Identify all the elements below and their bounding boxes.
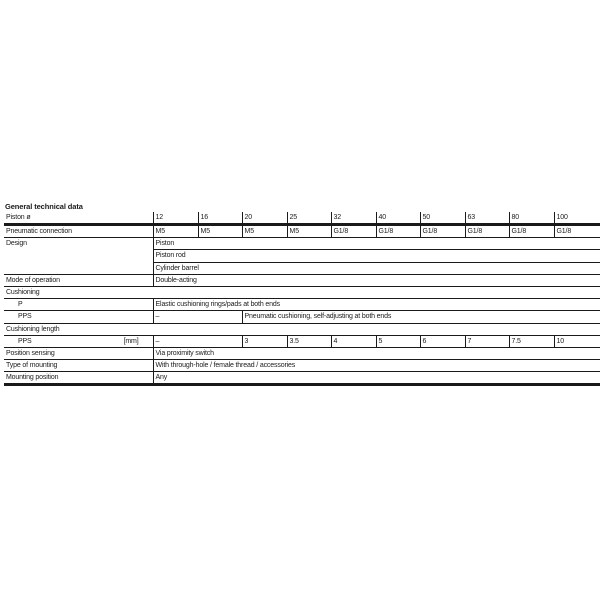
table-row-pneumatic-connection [4, 225, 600, 238]
size-25: 25 [287, 212, 331, 225]
table-cell: Cylinder barrel [153, 262, 600, 274]
table-row-mode-of-operation [4, 274, 600, 286]
table-cell: G1/8 [331, 225, 376, 238]
size-32: 32 [331, 212, 376, 225]
row-label: Pneumatic connection [4, 225, 153, 238]
size-50: 50 [420, 212, 465, 225]
size-40: 40 [376, 212, 420, 225]
row-label: Position sensing [4, 347, 153, 359]
technical-data-table [4, 212, 600, 386]
table-cell: 6 [420, 335, 465, 347]
table-cell: Elastic cushioning rings/pads at both ends [153, 299, 600, 311]
table-cell: 7 [465, 335, 509, 347]
size-16: 16 [198, 212, 242, 225]
table-cell: 3.5 [287, 335, 331, 347]
table-cell: Any [153, 372, 600, 385]
piston-diameter-label: Piston ø [4, 212, 153, 225]
table-row-design [4, 238, 600, 250]
row-label: Cushioning length [4, 323, 600, 335]
size-12: 12 [153, 212, 198, 225]
table-cell: 5 [376, 335, 420, 347]
size-100: 100 [554, 212, 600, 225]
unit-label: [mm] [64, 335, 153, 347]
size-63: 63 [465, 212, 509, 225]
table-cell: M5 [153, 225, 198, 238]
section-title: General technical data [5, 202, 83, 211]
table-cell: 10 [554, 335, 600, 347]
size-20: 20 [242, 212, 287, 225]
table-cell: M5 [287, 225, 331, 238]
table-cell: 7.5 [509, 335, 554, 347]
table-row-position-sensing [4, 347, 600, 359]
row-label: Design [4, 238, 153, 275]
table-cell: With through-hole / female thread / accessories [153, 360, 600, 372]
row-label: Mode of operation [4, 274, 153, 286]
table-cell: Double-acting [153, 274, 600, 286]
table-cell: Pneumatic cushioning, self-adjusting at both ends [242, 311, 600, 323]
table-row-cushioning-p [4, 299, 600, 311]
table-cell: Piston rod [153, 250, 600, 262]
table-cell: G1/8 [554, 225, 600, 238]
table-row-cushioning-pps [4, 311, 600, 323]
table-cell: Piston [153, 238, 600, 250]
technical-data-sheet [4, 202, 600, 386]
sub-row-label: P [4, 299, 153, 311]
table-cell: G1/8 [376, 225, 420, 238]
row-label: Mounting position [4, 372, 153, 385]
size-80: 80 [509, 212, 554, 225]
table-cell: – [153, 335, 242, 347]
table-row-cushioning-length-pps [4, 335, 600, 347]
row-label: Cushioning [4, 286, 600, 298]
table-cell: 4 [331, 335, 376, 347]
table-row-mounting-position [4, 372, 600, 385]
table-cell: Via proximity switch [153, 347, 600, 359]
row-label: Type of mounting [4, 360, 153, 372]
table-cell: 3 [242, 335, 287, 347]
table-row-cushioning [4, 286, 600, 298]
table-cell: – [153, 311, 242, 323]
table-cell: M5 [198, 225, 242, 238]
table-cell: G1/8 [420, 225, 465, 238]
header-row [4, 212, 600, 225]
table-cell: M5 [242, 225, 287, 238]
sub-row-label: PPS [4, 311, 153, 323]
table-row-type-of-mounting [4, 360, 600, 372]
table-cell: G1/8 [465, 225, 509, 238]
table-cell: G1/8 [509, 225, 554, 238]
sub-row-label: PPS [4, 335, 64, 347]
table-row-cushioning-length [4, 323, 600, 335]
